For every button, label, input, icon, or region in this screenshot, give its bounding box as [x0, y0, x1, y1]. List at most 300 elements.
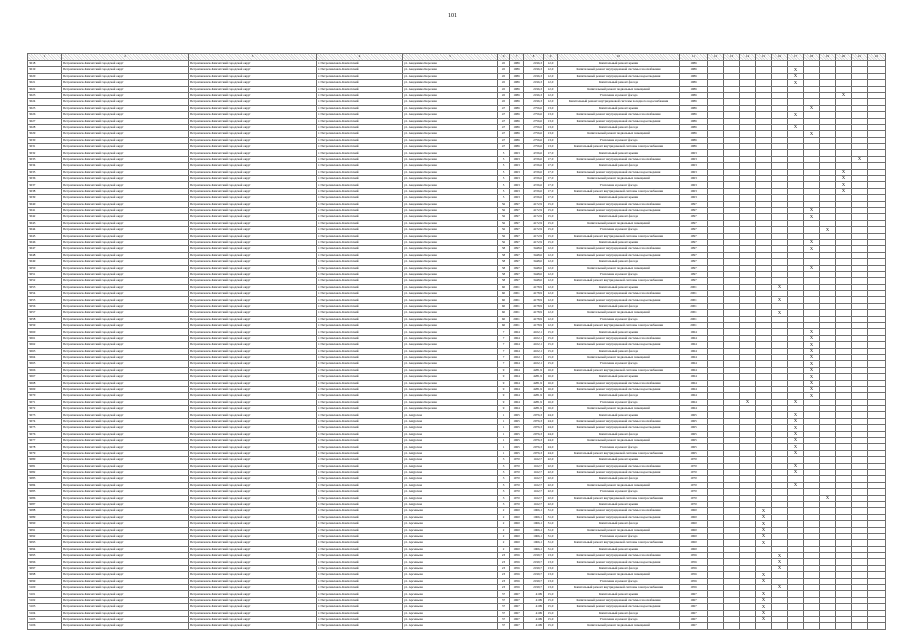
- settlement-cell: Петропавловск-Камчатский городской округ: [189, 482, 317, 488]
- work-type-cell: Капитальный ремонт крыши: [558, 150, 680, 156]
- street-cell: ул. Арсеньева: [403, 527, 498, 533]
- year-built-cell: 1960: [510, 514, 524, 520]
- work-type-cell: Утепление и ремонт фасада: [558, 533, 680, 539]
- house-number-cell: 58: [498, 252, 510, 258]
- street-cell: ул. Академика Королева: [403, 73, 498, 79]
- year-built-cell: 1986: [510, 92, 524, 98]
- work-type-cell: Капитальный ремонт подвальных помещений: [558, 527, 680, 533]
- work-type-cell: Капитальный ремонт внутридомовой системы электроснабжения: [558, 367, 680, 373]
- area-cell: 2756,6: [524, 144, 544, 150]
- work-type-cell: Капитальный ремонт подвальных помещений: [558, 572, 680, 578]
- street-cell: ул. Амурская: [403, 463, 498, 469]
- year-cell: 1965: [680, 444, 708, 450]
- district-cell: Петропавловск-Камчатский городской округ: [62, 438, 189, 444]
- city-cell: г. Петропавловск-Камчатский: [317, 476, 403, 482]
- street-cell: ул. Арсеньева: [403, 597, 498, 603]
- year-cell: 1964: [680, 386, 708, 392]
- row-number-cell: 3085: [28, 489, 62, 495]
- house-number-cell: 23: [498, 553, 510, 559]
- work-type-cell: Капитальный ремонт фасада: [558, 348, 680, 354]
- settlement-cell: Петропавловск-Камчатский городской округ: [189, 163, 317, 169]
- street-cell: ул. Академика Королева: [403, 271, 498, 277]
- count-cell: 24,0: [544, 444, 558, 450]
- city-cell: г. Петропавловск-Камчатский: [317, 604, 403, 610]
- year-built-cell: 1964: [510, 367, 524, 373]
- row-number-cell: 3044: [28, 227, 62, 233]
- house-number-cell: 9: [498, 380, 510, 386]
- work-type-cell: Капитальный ремонт фасада: [558, 565, 680, 571]
- area-cell: 4172,9: [524, 239, 544, 245]
- area-cell: 1162,7: [524, 476, 544, 482]
- column-number-cell: 7: [510, 54, 524, 61]
- year-built-cell: 1997: [510, 220, 524, 226]
- city-cell: г. Петропавловск-Камчатский: [317, 105, 403, 111]
- house-number-cell: 9: [498, 386, 510, 392]
- year-built-cell: 1997: [510, 214, 524, 220]
- house-number-cell: 1: [498, 438, 510, 444]
- work-type-cell: Капитальный ремонт внутридомовой системы водоотведения: [558, 207, 680, 213]
- page-number: 101: [448, 13, 457, 19]
- period-mark-cell: X: [836, 169, 852, 175]
- year-built-cell: 1967: [510, 610, 524, 616]
- row-number-cell: 3080: [28, 457, 62, 463]
- count-cell: 16,0: [544, 374, 558, 380]
- house-number-cell: 3: [498, 476, 510, 482]
- row-number-cell: 3106: [28, 623, 62, 629]
- street-cell: ул. Академика Королева: [403, 207, 498, 213]
- house-number-cell: 45: [498, 73, 510, 79]
- row-number-cell: 3054: [28, 291, 62, 297]
- period-mark-cell: X: [804, 329, 820, 335]
- period-mark-cell: X: [788, 463, 804, 469]
- district-cell: Петропавловск-Камчатский городской округ: [62, 616, 189, 622]
- period-mark-cell: X: [772, 284, 788, 290]
- period-mark-cell: X: [788, 470, 804, 476]
- district-cell: Петропавловск-Камчатский городской округ: [62, 99, 189, 105]
- district-cell: Петропавловск-Камчатский городской округ: [62, 406, 189, 412]
- period-mark-cell: X: [804, 342, 820, 348]
- city-cell: г. Петропавловск-Камчатский: [317, 406, 403, 412]
- city-cell: г. Петропавловск-Камчатский: [317, 259, 403, 265]
- house-number-cell: 3: [498, 482, 510, 488]
- period-mark-cell: X: [804, 246, 820, 252]
- count-cell: 13,0: [544, 553, 558, 559]
- period-mark-cell: X: [788, 399, 804, 405]
- year-cell: 1956: [680, 565, 708, 571]
- district-cell: Петропавловск-Камчатский городской округ: [62, 92, 189, 98]
- row-number-cell: 3051: [28, 271, 62, 277]
- period-mark-cell: [708, 623, 724, 629]
- street-cell: ул. Арсеньева: [403, 610, 498, 616]
- city-cell: г. Петропавловск-Камчатский: [317, 572, 403, 578]
- settlement-cell: Петропавловск-Камчатский городской округ: [189, 150, 317, 156]
- year-built-cell: 1986: [510, 86, 524, 92]
- year-cell: 2001: [680, 291, 708, 297]
- district-cell: Петропавловск-Камчатский городской округ: [62, 265, 189, 271]
- district-cell: Петропавловск-Камчатский городской округ: [62, 80, 189, 86]
- house-number-cell: 45: [498, 80, 510, 86]
- settlement-cell: Петропавловск-Камчатский городской округ: [189, 259, 317, 265]
- year-cell: 1964: [680, 367, 708, 373]
- work-type-cell: Капитальный ремонт внутридомовой системы водоотведения: [558, 559, 680, 565]
- house-number-cell: 1: [498, 450, 510, 456]
- row-number-cell: 3092: [28, 533, 62, 539]
- street-cell: ул. Академика Королева: [403, 406, 498, 412]
- row-number-cell: 3097: [28, 565, 62, 571]
- area-cell: 4281,9: [524, 374, 544, 380]
- row-number-cell: 3093: [28, 540, 62, 546]
- period-mark-cell: [804, 623, 820, 629]
- city-cell: г. Петропавловск-Камчатский: [317, 623, 403, 629]
- settlement-cell: Петропавловск-Камчатский городской округ: [189, 246, 317, 252]
- count-cell: 13,0: [544, 585, 558, 591]
- city-cell: г. Петропавловск-Камчатский: [317, 163, 403, 169]
- period-mark-cell: X: [788, 73, 804, 79]
- street-cell: ул. Академика Королева: [403, 118, 498, 124]
- period-mark-cell: X: [756, 572, 772, 578]
- house-number-cell: 23: [498, 559, 510, 565]
- row-number-cell: 3062: [28, 342, 62, 348]
- count-cell: 15,0: [544, 233, 558, 239]
- district-cell: Петропавловск-Камчатский городской округ: [62, 367, 189, 373]
- district-cell: Петропавловск-Камчатский городской округ: [62, 412, 189, 418]
- street-cell: ул. Амурская: [403, 438, 498, 444]
- city-cell: г. Петропавловск-Камчатский: [317, 195, 403, 201]
- year-cell: 1986: [680, 105, 708, 111]
- year-built-cell: 1986: [510, 131, 524, 137]
- city-cell: г. Петропавловск-Камчатский: [317, 418, 403, 424]
- street-cell: ул. Академика Королева: [403, 144, 498, 150]
- settlement-cell: Петропавловск-Камчатский городской округ: [189, 329, 317, 335]
- table-body: [28, 54, 886, 630]
- work-type-cell: Утепление и ремонт фасада: [558, 399, 680, 405]
- period-mark-cell: X: [788, 482, 804, 488]
- area-cell: 4178,9: [524, 303, 544, 309]
- house-number-cell: 23: [498, 578, 510, 584]
- house-number-cell: 1: [498, 418, 510, 424]
- house-number-cell: 47: [498, 131, 510, 137]
- house-number-cell: 3: [498, 457, 510, 463]
- district-cell: Петропавловск-Камчатский городской округ: [62, 450, 189, 456]
- year-cell: 1997: [680, 259, 708, 265]
- year-built-cell: 1986: [510, 73, 524, 79]
- area-cell: 4726,6: [524, 163, 544, 169]
- area-cell: 1066,1: [524, 508, 544, 514]
- column-number-cell: 6: [498, 54, 510, 61]
- period-mark-cell: X: [756, 527, 772, 533]
- year-cell: 1960: [680, 521, 708, 527]
- period-mark-cell: [740, 623, 756, 629]
- year-cell: 1997: [680, 220, 708, 226]
- period-mark-cell: [756, 623, 772, 629]
- row-number-cell: 3040: [28, 201, 62, 207]
- street-cell: ул. Арсеньева: [403, 546, 498, 552]
- city-cell: г. Петропавловск-Камчатский: [317, 80, 403, 86]
- settlement-cell: Петропавловск-Камчатский городской округ: [189, 227, 317, 233]
- district-cell: Петропавловск-Камчатский городской округ: [62, 329, 189, 335]
- count-cell: 15,0: [544, 610, 558, 616]
- period-mark-cell: [772, 623, 788, 629]
- settlement-cell: Петропавловск-Камчатский городской округ: [189, 124, 317, 130]
- district-cell: Петропавловск-Камчатский городской округ: [62, 169, 189, 175]
- district-cell: Петропавловск-Камчатский городской округ: [62, 361, 189, 367]
- work-type-cell: Утепление и ремонт фасада: [558, 444, 680, 450]
- house-number-cell: 2: [498, 533, 510, 539]
- year-built-cell: 1964: [510, 348, 524, 354]
- year-cell: 1964: [680, 361, 708, 367]
- year-built-cell: 1970: [510, 489, 524, 495]
- house-number-cell: 2: [498, 527, 510, 533]
- street-cell: ул. Академика Королева: [403, 99, 498, 105]
- year-built-cell: 1986: [510, 118, 524, 124]
- city-cell: г. Петропавловск-Камчатский: [317, 527, 403, 533]
- settlement-cell: Петропавловск-Камчатский городской округ: [189, 572, 317, 578]
- street-cell: ул. Академика Королева: [403, 156, 498, 162]
- period-mark-cell: X: [772, 565, 788, 571]
- row-number-cell: 3018: [28, 61, 62, 67]
- area-cell: 3448,6: [524, 265, 544, 271]
- count-cell: 17,0: [544, 163, 558, 169]
- year-cell: 1960: [680, 527, 708, 533]
- settlement-cell: Петропавловск-Камчатский городской округ: [189, 540, 317, 546]
- year-cell: 1970: [680, 476, 708, 482]
- settlement-cell: Петропавловск-Камчатский городской округ: [189, 412, 317, 418]
- district-cell: Петропавловск-Камчатский городской округ: [62, 61, 189, 67]
- district-cell: Петропавловск-Камчатский городской округ: [62, 131, 189, 137]
- year-cell: 1960: [680, 514, 708, 520]
- count-cell: 13,0: [544, 565, 558, 571]
- city-cell: г. Петропавловск-Камчатский: [317, 546, 403, 552]
- district-cell: Петропавловск-Камчатский городской округ: [62, 546, 189, 552]
- district-cell: Петропавловск-Камчатский городской округ: [62, 150, 189, 156]
- year-built-cell: 1997: [510, 227, 524, 233]
- column-number-cell: 17: [788, 54, 804, 61]
- area-cell: 4172,9: [524, 227, 544, 233]
- house-number-cell: 56: [498, 207, 510, 213]
- period-mark-cell: X: [756, 533, 772, 539]
- row-number-cell: 3105: [28, 616, 62, 622]
- year-built-cell: 1997: [510, 233, 524, 239]
- year-cell: 1986: [680, 67, 708, 73]
- row-number-cell: 3067: [28, 374, 62, 380]
- year-cell: 1956: [680, 553, 708, 559]
- year-cell: 1964: [680, 342, 708, 348]
- row-number-cell: 3073: [28, 412, 62, 418]
- count-cell: 24,0: [544, 450, 558, 456]
- settlement-cell: Петропавловск-Камчатский городской округ: [189, 604, 317, 610]
- area-cell: 2756,6: [524, 105, 544, 111]
- row-number-cell: 3091: [28, 527, 62, 533]
- settlement-cell: Петропавловск-Камчатский городской округ: [189, 284, 317, 290]
- year-cell: 2001: [680, 297, 708, 303]
- house-number-cell: 5: [498, 176, 510, 182]
- row-number-cell: 3059: [28, 323, 62, 329]
- house-number-cell: 9: [498, 367, 510, 373]
- year-built-cell: 1956: [510, 578, 524, 584]
- year-cell: 2001: [680, 310, 708, 316]
- city-cell: г. Петропавловск-Камчатский: [317, 463, 403, 469]
- city-cell: г. Петропавловск-Камчатский: [317, 220, 403, 226]
- settlement-cell: Петропавловск-Камчатский городской округ: [189, 623, 317, 629]
- period-mark-cell: [724, 623, 740, 629]
- work-type-cell: Капитальный ремонт внутридомовой системы газоснабжения: [558, 291, 680, 297]
- district-cell: Петропавловск-Камчатский городской округ: [62, 553, 189, 559]
- settlement-cell: Петропавловск-Камчатский городской округ: [189, 342, 317, 348]
- work-type-cell: Утепление и ремонт фасада: [558, 137, 680, 143]
- count-cell: 24,0: [544, 425, 558, 431]
- district-cell: Петропавловск-Камчатский городской округ: [62, 137, 189, 143]
- count-cell: 16,0: [544, 393, 558, 399]
- period-mark-cell: X: [756, 521, 772, 527]
- street-cell: ул. Арсеньева: [403, 508, 498, 514]
- row-number-cell: 3068: [28, 380, 62, 386]
- period-mark-cell: X: [788, 124, 804, 130]
- house-number-cell: 2: [498, 508, 510, 514]
- count-cell: 16,0: [544, 399, 558, 405]
- district-cell: Петропавловск-Камчатский городской округ: [62, 342, 189, 348]
- street-cell: ул. Академика Королева: [403, 342, 498, 348]
- area-cell: 4281,9: [524, 399, 544, 405]
- settlement-cell: Петропавловск-Камчатский городской округ: [189, 450, 317, 456]
- city-cell: г. Петропавловск-Камчатский: [317, 585, 403, 591]
- year-built-cell: 1964: [510, 386, 524, 392]
- street-cell: ул. Академика Королева: [403, 201, 498, 207]
- city-cell: г. Петропавловск-Камчатский: [317, 201, 403, 207]
- settlement-cell: Петропавловск-Камчатский городской округ: [189, 137, 317, 143]
- period-mark-cell: X: [756, 604, 772, 610]
- year-cell: 1986: [680, 80, 708, 86]
- row-number-cell: 3064: [28, 354, 62, 360]
- year-cell: 1986: [680, 92, 708, 98]
- year-built-cell: 1970: [510, 476, 524, 482]
- settlement-cell: Петропавловск-Камчатский городской округ: [189, 188, 317, 194]
- house-number-cell: 2: [498, 540, 510, 546]
- row-number-cell: 3084: [28, 482, 62, 488]
- year-built-cell: 1997: [510, 278, 524, 284]
- count-cell: 31,0: [544, 508, 558, 514]
- year-built-cell: 1970: [510, 482, 524, 488]
- year-cell: 1964: [680, 374, 708, 380]
- year-cell: 1997: [680, 201, 708, 207]
- year-built-cell: 1997: [510, 271, 524, 277]
- period-mark-cell: X: [772, 585, 788, 591]
- house-number-cell: 45: [498, 67, 510, 73]
- count-cell: 17,0: [544, 156, 558, 162]
- year-cell: 1997: [680, 252, 708, 258]
- district-cell: Петропавловск-Камчатский городской округ: [62, 431, 189, 437]
- street-cell: ул. Академика Королева: [403, 259, 498, 265]
- district-cell: Петропавловск-Камчатский городской округ: [62, 105, 189, 111]
- column-number-cell: 21: [852, 54, 868, 61]
- street-cell: ул. Академика Королева: [403, 380, 498, 386]
- year-cell: 1963: [680, 176, 708, 182]
- period-mark-cell: X: [788, 67, 804, 73]
- area-cell: 2076,3: [524, 438, 544, 444]
- settlement-cell: Петропавловск-Камчатский городской округ: [189, 131, 317, 137]
- settlement-cell: Петропавловск-Камчатский городской округ: [189, 61, 317, 67]
- city-cell: г. Петропавловск-Камчатский: [317, 92, 403, 98]
- district-cell: Петропавловск-Камчатский городской округ: [62, 533, 189, 539]
- district-cell: Петропавловск-Камчатский городской округ: [62, 476, 189, 482]
- row-number-cell: 3094: [28, 546, 62, 552]
- area-cell: 2076,3: [524, 431, 544, 437]
- city-cell: г. Петропавловск-Камчатский: [317, 176, 403, 182]
- work-type-cell: Капитальный ремонт внутридомовой системы электроснабжения: [558, 495, 680, 501]
- work-type-cell: Капитальный ремонт крыши: [558, 284, 680, 290]
- year-built-cell: 1965: [510, 444, 524, 450]
- row-number-cell: 3061: [28, 335, 62, 341]
- row-number-cell: 3057: [28, 310, 62, 316]
- count-cell: 15,0: [544, 616, 558, 622]
- city-cell: г. Петропавловск-Камчатский: [317, 137, 403, 143]
- year-built-cell: 1964: [510, 380, 524, 386]
- city-cell: г. Петропавловск-Камчатский: [317, 233, 403, 239]
- table-header-row: [28, 54, 886, 61]
- city-cell: г. Петропавловск-Камчатский: [317, 470, 403, 476]
- area-cell: 1162,7: [524, 501, 544, 507]
- street-cell: ул. Академика Королева: [403, 367, 498, 373]
- column-number-cell: 18: [804, 54, 820, 61]
- settlement-cell: Петропавловск-Камчатский городской округ: [189, 418, 317, 424]
- work-type-cell: Капитальный ремонт внутридомовой системы водоотведения: [558, 73, 680, 79]
- district-cell: Петропавловск-Камчатский городской округ: [62, 463, 189, 469]
- row-number-cell: 3090: [28, 521, 62, 527]
- row-number-cell: 3065: [28, 361, 62, 367]
- settlement-cell: Петропавловск-Камчатский городской округ: [189, 354, 317, 360]
- area-cell: 2199,7: [524, 572, 544, 578]
- district-cell: Петропавловск-Камчатский городской округ: [62, 163, 189, 169]
- count-cell: 31,0: [544, 533, 558, 539]
- count-cell: 12,0: [544, 278, 558, 284]
- house-number-cell: 3: [498, 470, 510, 476]
- settlement-cell: Петропавловск-Камчатский городской округ: [189, 616, 317, 622]
- period-mark-cell: X: [836, 176, 852, 182]
- street-cell: ул. Академика Королева: [403, 316, 498, 322]
- street-cell: ул. Арсеньева: [403, 585, 498, 591]
- work-type-cell: Капитальный ремонт внутридомовой системы газоснабжения: [558, 156, 680, 162]
- row-number-cell: 3072: [28, 406, 62, 412]
- house-number-cell: 1: [498, 412, 510, 418]
- area-cell: 4172,9: [524, 207, 544, 213]
- count-cell: 22,0: [544, 489, 558, 495]
- year-cell: 1997: [680, 214, 708, 220]
- house-number-cell: 37: [498, 597, 510, 603]
- area-cell: 1162,7: [524, 457, 544, 463]
- period-mark-cell: X: [852, 156, 868, 162]
- count-cell: 31,0: [544, 521, 558, 527]
- house-number-cell: 60: [498, 323, 510, 329]
- row-number-cell: 3087: [28, 501, 62, 507]
- year-built-cell: 1967: [510, 616, 524, 622]
- area-cell: 4109: [524, 610, 544, 616]
- district-cell: Петропавловск-Камчатский городской округ: [62, 386, 189, 392]
- district-cell: Петропавловск-Камчатский городской округ: [62, 297, 189, 303]
- work-type-cell: Капитальный ремонт внутридомовой системы электроснабжения: [558, 450, 680, 456]
- house-number-cell: 23: [498, 585, 510, 591]
- row-number-cell: 3086: [28, 495, 62, 501]
- district-cell: Петропавловск-Камчатский городской округ: [62, 156, 189, 162]
- city-cell: г. Петропавловск-Камчатский: [317, 297, 403, 303]
- settlement-cell: Петропавловск-Камчатский городской округ: [189, 470, 317, 476]
- work-type-cell: Капитальный ремонт внутридомовой системы водоотведения: [558, 514, 680, 520]
- work-type-cell: Капитальный ремонт фасада: [558, 476, 680, 482]
- count-cell: 13,0: [544, 124, 558, 130]
- street-cell: ул. Академика Королева: [403, 284, 498, 290]
- city-cell: г. Петропавловск-Камчатский: [317, 169, 403, 175]
- area-cell: 4109: [524, 591, 544, 597]
- area-cell: 4109: [524, 623, 544, 629]
- settlement-cell: Петропавловск-Камчатский городской округ: [189, 176, 317, 182]
